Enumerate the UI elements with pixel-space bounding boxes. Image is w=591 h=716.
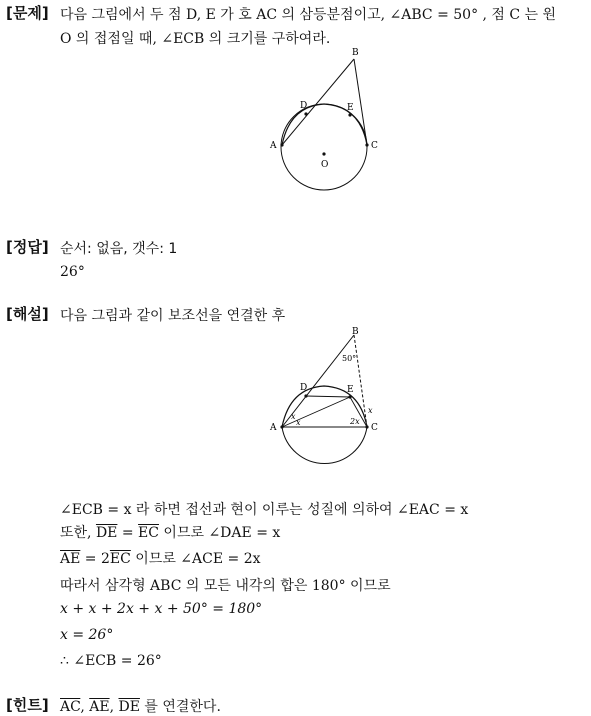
fig1-label-a: A (270, 141, 277, 151)
fig2-label-d: D (300, 383, 308, 393)
segment-bc (354, 59, 367, 145)
solution-line3-arc-ae: $\overline{AE}$ (60, 551, 81, 567)
hint-seg-ac: $\overline{AC}$ (60, 699, 81, 715)
problem-label: [문제] (6, 4, 49, 22)
answer-label: [정답] (6, 238, 49, 256)
segment-de (306, 396, 350, 397)
solution-line2 (60, 522, 280, 542)
problem-figure (260, 44, 390, 206)
solution-line7: ∴ ∠ECB = 26° (60, 653, 162, 669)
fig2-angle-c-2x: 2x (350, 417, 360, 426)
hint-sep1: , (80, 699, 90, 715)
problem-text-line2: O 의 접점일 때, ∠ECB 의 크기를 구하여라. (60, 31, 331, 47)
fig2-angle-a-x1: x (291, 412, 296, 421)
fig2-label-b: B (352, 327, 359, 337)
solution-line2-arc-ec: $\overline{EC}$ (138, 525, 159, 541)
solution-line2-post: 이므로 ∠DAE = x (158, 525, 281, 541)
fig1-label-b: B (352, 48, 359, 58)
hint-seg-de: $\overline{DE}$ (118, 699, 140, 715)
solution-line3-post: 이므로 ∠ACE = 2x (130, 551, 261, 567)
solution-line3-eq: = 2 (80, 551, 110, 567)
fig2-label-a: A (270, 423, 277, 433)
solution-line2-pre: 또한, (60, 525, 96, 541)
hint-seg-ae: $\overline{AE}$ (89, 699, 110, 715)
fig2-angle-b: 50° (342, 354, 357, 363)
fig2-angle-a-x2: x (296, 418, 301, 427)
answer-value: 26° (60, 264, 85, 280)
solution-line4: 따라서 삼각형 ABC 의 모든 내각의 합은 180° 이므로 (60, 578, 391, 594)
answer-meta: 순서: 없음, 갯수: 1 (60, 241, 178, 257)
fig2-label-c: C (371, 423, 378, 433)
solution-line3 (60, 548, 261, 568)
solution-line1: ∠ECB = x 라 하면 접선과 현이 이루는 성질에 의하여 ∠EAC = x (60, 502, 469, 518)
solution-line3-arc-ec: $\overline{EC}$ (109, 551, 131, 567)
fig1-label-e: E (347, 103, 354, 113)
hint-label: [힌트] (6, 696, 49, 714)
circle-lower (282, 427, 367, 463)
problem-text-line1: 다음 그림에서 두 점 D, E 가 호 AC 의 삼등분점이고, ∠ABC = 50° , 점 C 는 원 (60, 7, 557, 23)
fig1-label-c: C (371, 141, 378, 151)
hint-text (60, 696, 221, 716)
hint-post: 를 연결한다. (139, 699, 221, 715)
solution-figure (260, 326, 390, 486)
fig1-label-d: D (300, 101, 308, 111)
solution-line2-arc-de: $\overline{DE}$ (95, 525, 118, 541)
arc-ac (282, 104, 367, 145)
solution-line2-eq: = (117, 525, 139, 541)
fig2-label-e: E (347, 385, 354, 395)
fig1-label-o: O (321, 160, 329, 170)
fig2-angle-c-x: x (368, 406, 373, 415)
solution-label: [해설] (6, 305, 49, 323)
segment-ab (282, 59, 354, 145)
hint-sep2: , (109, 699, 119, 715)
solution-line6: x = 26° (60, 627, 114, 643)
segment-bc (354, 335, 367, 427)
solution-line5: x + x + 2x + x + 50° = 180° (60, 601, 263, 617)
solution-intro: 다음 그림과 같이 보조선을 연결한 후 (60, 308, 286, 324)
